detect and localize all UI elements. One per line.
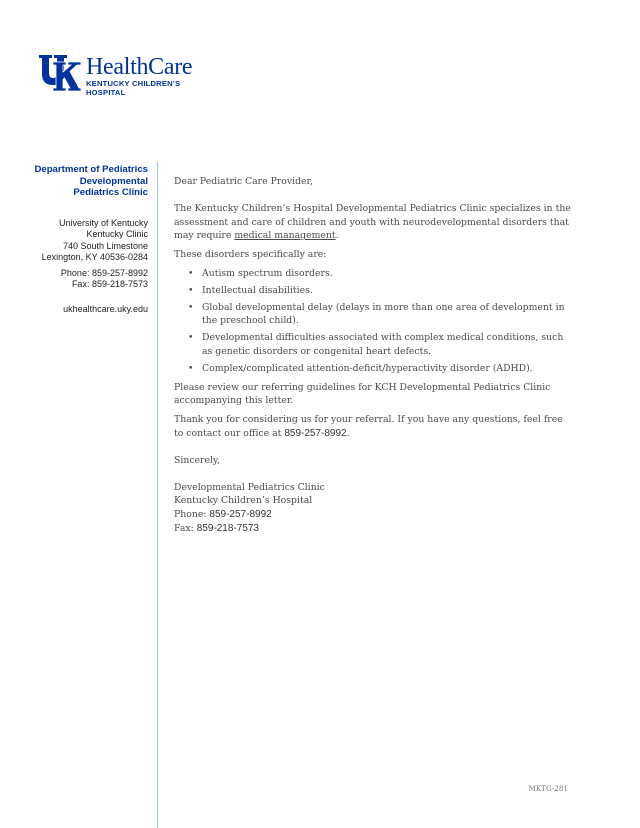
- footer-code: MKTG-281: [528, 784, 568, 793]
- website-link[interactable]: ukhealthcare.uky.edu: [63, 303, 148, 314]
- fax-number: 859-218-7573: [196, 522, 259, 534]
- thanks-paragraph: [174, 413, 574, 441]
- signature-fax: [174, 522, 574, 536]
- department-heading: [20, 164, 148, 199]
- fax-label: Fax:: [174, 522, 197, 534]
- intro-paragraph: [174, 202, 574, 243]
- signature-line: Developmental Pediatrics Clinic: [174, 481, 325, 493]
- intro-text: The Kentucky Children’s Hospital Developmental Pediatrics Clinic specializes in the assessment and care of children and youth with neurodevelopmental disorders that may require: [174, 202, 571, 242]
- brand-subtitle-line-2: HOSPITAL: [86, 87, 126, 97]
- signature-line: Kentucky Children’s Hospital: [174, 495, 313, 507]
- address-line: 740 South Limestone: [62, 240, 148, 251]
- phone-label: Phone:: [174, 509, 210, 521]
- dept-line: Developmental: [79, 175, 148, 187]
- thanks-end: .: [346, 427, 350, 439]
- brand-subtitle: [86, 80, 192, 97]
- address-line: Kentucky Clinic: [86, 229, 148, 240]
- list-item: • Autism spectrum disorders.: [202, 267, 574, 281]
- brand-subtitle-line-1: KENTUCKY CHILDREN’S: [86, 79, 181, 88]
- review-paragraph: Please review our referring guidelines for KCH Developmental Pediatrics Clinic accompanying this letter.: [174, 381, 551, 407]
- sidebar-phone: Phone: 859-257-8992: [60, 267, 148, 278]
- signature-block: [174, 481, 574, 536]
- list-item: • Intellectual disabilities.: [202, 284, 574, 298]
- disorders-list: [174, 267, 574, 376]
- closing: Sincerely,: [174, 454, 220, 466]
- sidebar-fax: Fax: 859-218-7573: [71, 279, 148, 290]
- phone-number: 859-257-8992: [209, 509, 272, 521]
- office-phone: 859-257-8992: [284, 427, 347, 439]
- dept-line: Department of Pediatrics: [34, 164, 148, 175]
- salutation: Dear Pediatric Care Provider,: [174, 176, 313, 187]
- contact-block: [20, 268, 148, 291]
- list-intro: These disorders specifically are:: [174, 249, 327, 261]
- sidebar: [20, 164, 148, 315]
- address-line: University of Kentucky: [58, 217, 148, 228]
- list-item: • Complex/complicated attention-deficit/hyperactivity disorder (ADHD).: [202, 362, 574, 376]
- brand-name: HealthCare: [86, 54, 193, 80]
- list-item: • Developmental difficulties associated with complex medical conditions, such as genetic disorders or congenital heart defects.: [202, 331, 574, 359]
- letter-body: [174, 175, 574, 536]
- uk-logo-icon: [38, 54, 82, 92]
- address-block: [20, 218, 148, 264]
- list-item: • Global developmental delay (delays in more than one area of development in the preschool child).: [202, 301, 574, 329]
- thanks-text: Thank you for considering us for your referral. If you have any questions, feel free to contact our office at: [174, 414, 563, 439]
- medical-management-link[interactable]: medical management: [234, 230, 336, 242]
- intro-end: .: [335, 230, 339, 242]
- divider-line: [157, 162, 158, 828]
- signature-phone: [174, 508, 574, 522]
- logo: [38, 54, 192, 97]
- address-line: Lexington, KY 40536-0284: [41, 252, 148, 263]
- dept-line: Pediatrics Clinic: [73, 187, 148, 199]
